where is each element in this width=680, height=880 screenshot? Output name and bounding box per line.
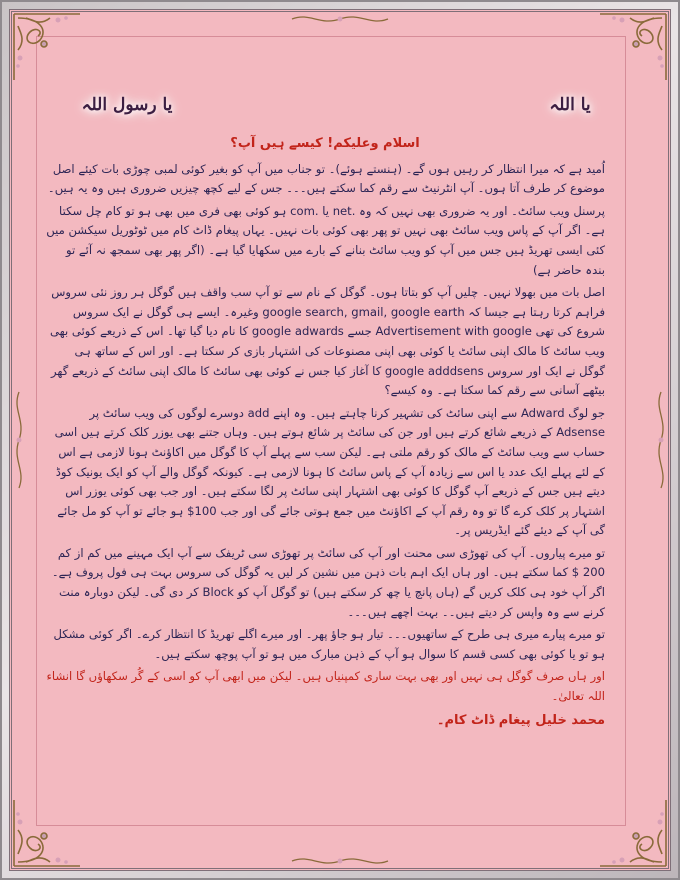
corner-ornament-icon	[592, 10, 670, 88]
paragraph: جو لوگ Adward سے اپنی سائٹ کی تشہیر کرنا چاہتے ہیں۔ وہ اپنے add دوسرے لوگوں کی ویب سائٹ پر Adsense کے ذریعے شائع کرتے ہیں اور جن کی سائٹ پر شائع ہوتے ہیں۔ وہاں جتنے بھی یوزر کلک کرتے ہیں اسی حساب سے ویب سائٹ کے مالک کو رقم ملتی ہے۔ لیکن سب سے پہلے آپ کا گوگل میں اکاؤنٹ ہونا لازمی ہے اس کے لئے پہلے ایک عدد یا اس سے زیادہ آپ کے پاس سائٹ کا ہونا لازمی ہے۔ کیونکہ گوگل والے آپ کو ایک یونیک کوڈ دیتے ہیں جس کے ذریعے آپ گوگل کا کوئی بھی اشتہار اپنی سائٹ پر لگا سکتے ہیں۔ اور جب بھی کوئی یوزر اس اشتہار پر کلک کرے گا تو وہ رقم آپ کے اکاؤنٹ میں جمع ہوتی جائے گی اور جب 100$ ہو جائے تو آپ کو مل جائے گی آپ کے دیئے گئے ایڈریس پر۔	[54, 405, 605, 538]
paragraph: اصل بات میں بھولا نہیں۔ چلیں آپ کو بتاتا ہوں۔ گوگل کے نام سے تو آپ سب واقف ہیں گوگل ہر روز نئی سروس فراہم کرتا رہتا ہے جیسا کہ google search, gmail, google earth وغیرہ۔ ایسے ہی گوگل نے ایک سروس شروع کی تھی Advertisement with google جسے google adwards کا نام دیا گیا تھا۔ اس کے ذریعے کوئی بھی ویب سائٹ کا مالک اپنی سائٹ یا کوئی بھی اپنی مصنوعات کی اشتہار بازی کر سکتا ہے۔ اور اس کے ساتھ ہی گوگل نے ایک اور سروس google adddsens کا آغاز کیا جس نے کوئی بھی سائٹ کا مالک اپنی سائٹ کے ذریعے گھر بیٹھے آسانی سے رقم کما سکتا ہے۔ وہ کیسے؟	[49, 285, 605, 398]
letter-body	[45, 134, 605, 733]
corner-ornament-icon	[10, 792, 88, 870]
paragraph: پرسنل ویب سائٹ۔ اور یہ ضروری بھی نہیں کہ وہ .net یا .com ہو کوئی بھی فری میں بھی ہو تو کام چل سکتا ہے۔ اگر آپ کے پاس ویب سائٹ بھی نہیں تو پھر بھی کوئی بات نہیں۔ یہاں پیغام ڈاٹ کام میں ٹوٹوریل سیکشن میں کئی ایسی تھریڈ ہیں جس میں آپ کو ویب سائٹ بنانے کے بارے میں سکھایا گیا ہے۔ (اگر پھر بھی سمجھ نہ آئے تو بندہ حاضر ہے)	[46, 203, 605, 277]
paragraph: تو میرے پیارے میری ہی طرح کے ساتھیوں۔۔۔ تیار ہو جاؤ پھر۔ اور میرے اگلے تھریڈ کا انتظار کرے۔ اگر کوئی مشکل ہو تو یا کوئی بھی کسی قسم کا سوال ہو آپ کے ذہن مبارک میں ہو تو آپ پوچھ سکتے ہیں۔	[53, 627, 605, 661]
corner-ornament-icon	[592, 792, 670, 870]
closing-line: اور ہاں صرف گوگل ہی نہیں اور بھی بہت ساری کمپنیاں ہیں۔ لیکن میں ابھی آپ کو اسی کے گُر سکھاؤں گا انشاء اللہ تعالیٰ۔	[46, 669, 605, 704]
corner-ornament-icon	[10, 10, 88, 88]
badge-ya-rasool-allah: یا رسول اللہ	[81, 94, 173, 115]
side-ornament-icon	[290, 854, 390, 868]
badge-ya-allah: یا اللہ	[549, 94, 591, 115]
side-ornament-icon	[12, 390, 26, 490]
side-ornament-icon	[654, 390, 668, 490]
letter-title: اسلام وعلیکم! کیسے ہیں آپ؟	[230, 136, 420, 151]
side-ornament-icon	[290, 12, 390, 26]
paragraph: تو میرے پیاروں۔ آپ کی تھوڑی سی محنت اور آپ کی سائٹ پر تھوڑی سی ٹریفک سے آپ ایک مہینے میں کم از کم 200 $ کما سکتے ہیں۔ اور ہاں ایک اہم بات ذہن میں نشین کر لیں یہ گوگل کی سروس بہت ہی فول پروف ہے۔ اگر آپ خود ہی کلک کریں گے (ہاں پانچ یا چھ کر سکتے ہیں) تو گوگل آپ کو Block کر دی گی۔ لیکن دوبارہ منت کرنے سے وہ واپس کر دیتے ہیں۔۔ بہت اچھے ہیں۔۔۔	[51, 545, 605, 619]
paragraph: اُمید ہے کہ میرا انتظار کر رہیں ہوں گے۔ (ہنستے ہوئے)۔ تو جناب میں آپ کو بغیر کوئی لمبی چوڑی بات کیئے اصل موضوع کر طرف آتا ہوں۔ آپ انٹرنیٹ سے رقم کما سکتے ہیں۔۔۔ جس کے لیے کچھ چیزیں ضروری ہیں وہ یہ ہیں۔	[47, 161, 605, 196]
signature: محمد خلیل پیغام ڈاٹ کام۔	[436, 712, 605, 728]
